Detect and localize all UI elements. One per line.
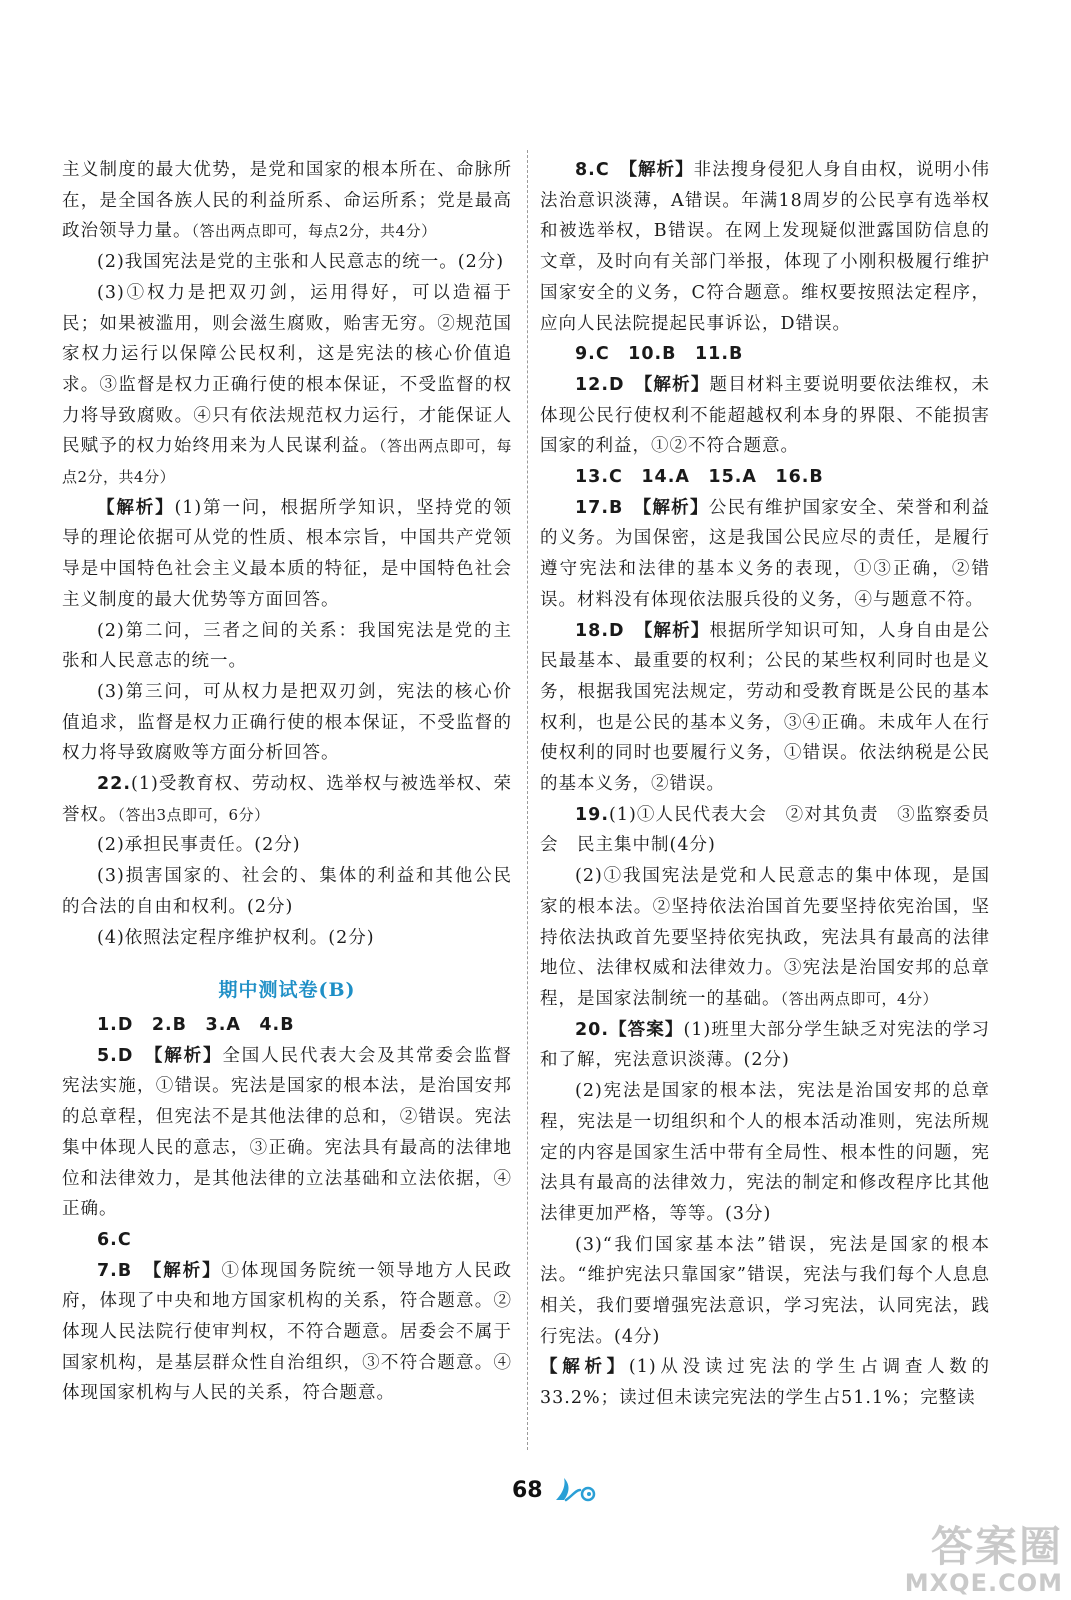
analysis-tag: 【解析】: [643, 620, 710, 641]
column-divider: [527, 150, 528, 1450]
section-title: 期中测试卷(B): [218, 979, 356, 1002]
paragraph: (2)宪法是国家的根本法，宪法是治国安邦的总章程，宪法是一切组织和个人的根本活动准则，宪法所规定的内容是国家生活中带有全局性、根本性的问题，宪法具有最高的法律效力，宪法的制定和修改程序比其他法律更加严格，等等。(3分): [540, 1081, 990, 1224]
answer-row: 6.C: [97, 1229, 132, 1250]
paragraph: (4)依照法定程序维护权利。(2分): [97, 927, 375, 948]
analysis-tag: 【解析】: [628, 160, 694, 180]
question-number: 8.C: [575, 160, 610, 180]
decorative-swirl-logo-icon: [552, 1474, 602, 1508]
paragraph: (3)损害国家的、社会的、集体的利益和其他公民的合法的自由和权利。(2分): [62, 866, 512, 917]
question-number: 5.D: [97, 1045, 134, 1066]
paragraph: 7.B 【解析】①体现国务院统一领导地方人民政府，体现了中央和地方国家机构的关系，符合题意。②体现人民法院行使审判权，不符合题意。居委会不属于国家机构，是基层群众性自治组织，③不符合题意。④体现国家机构与人民的关系，符合题意。: [62, 1260, 513, 1404]
paragraph: 【解析】(1)从没读过宪法的学生占调查人数的33.2%；读过但未读完宪法的学生占51.1%；完整读: [540, 1357, 990, 1409]
paragraph: 8.C 【解析】非法搜身侵犯人身自由权，说明小伟法治意识淡薄，A错误。年满18周岁的公民享有选举权和被选举权，B错误。在网上发现疑似泄露国防信息的文章，及时向有关部门举报，体现了小刚积极履行维护国家安全的义务，C符合题意。维权要按照法定程序，应向人民法院提起民事诉讼，D错误。: [540, 160, 991, 334]
answer-tag: 【答案】: [609, 1019, 684, 1040]
paragraph: 19.(1)①人民代表大会 ②对其负责 ③监察委员会 民主集中制(4分): [540, 804, 990, 856]
right-column: [540, 155, 990, 1414]
paragraph: 12.D 【解析】题目材料主要说明要依法维权，未体现公民行使权利不能超越权利本身的界限、不能损害国家的利益，①②不符合题意。: [540, 374, 990, 457]
paragraph: (2)第二问，三者之间的关系：我国宪法是党的主张和人民意志的统一。: [62, 620, 512, 672]
question-number: 7.B: [97, 1260, 133, 1281]
paragraph: 18.D 【解析】根据所学知识可知，人身自由是公民最基本、最重要的权利；公民的某些权利同时也是义务，根据我国宪法规定，劳动和受教育既是公民的基本权利，也是公民的基本义务，③④正确。未成年人在行使权利的同时也要履行义务，①错误。依法纳税是公民的基本义务，②错误。: [540, 620, 990, 795]
question-number: 19.: [575, 804, 610, 825]
paragraph: (3)第三问，可从权力是把双刃剑，宪法的核心价值追求，监督是权力正确行使的根本保证，不受监督的权力将导致腐败等方面分析回答。: [62, 681, 512, 764]
paragraph: 20.【答案】(1)班里大部分学生缺乏对宪法的学习和了解，宪法意识淡薄。(2分): [540, 1019, 990, 1071]
analysis-tag: 【解析】: [540, 1357, 629, 1378]
left-column: [62, 155, 512, 1409]
paragraph: (3)①权力是把双刃剑，运用得好，可以造福于民；如果被滥用，则会滋生腐败，贻害无穷。②规范国家权力运行以保障公民权利，这是宪法的核心价值追求。③监督是权力正确行使的根本保证，不受监督的权力将导致腐败。④只有依法规范权力运行，才能保证人民赋予的权力始终用来为人民谋利益。（答出两点即可，每点2分，共4分）: [62, 282, 512, 487]
analysis-tag: 【解析】: [97, 497, 175, 518]
paragraph: (3)“我们国家基本法”错误，宪法是国家的根本法。“维护宪法只靠国家”错误，宪法与我们每个人息息相关，我们要增强宪法意识，学习宪法，认同宪法，践行宪法。(4分): [540, 1234, 990, 1347]
page-number: 68: [512, 1478, 543, 1503]
watermark: [905, 1524, 1063, 1596]
paragraph: (2)我国宪法是党的主张和人民意志的统一。(2分): [97, 252, 505, 273]
analysis-tag: 【解析】: [642, 497, 709, 518]
paragraph: 主义制度的最大优势，是党和国家的根本所在、命脉所在，是全国各族人民的利益所系、命运所系；党是最高政治领导力量。（答出两点即可，每点2分，共4分）: [62, 160, 512, 242]
answer-row: 9.C 10.B 11.B: [575, 344, 744, 365]
paragraph: 17.B 【解析】公民有维护国家安全、荣誉和利益的义务。为国保密，这是我国公民应尽的责任，是履行遵守宪法和法律的基本义务的表现，①③正确，②错误。材料没有体现依法服兵役的义务，④与题意不符。: [540, 497, 991, 610]
paragraph: 22.(1)受教育权、劳动权、选举权与被选举权、荣誉权。（答出3点即可，6分）: [62, 774, 512, 825]
question-number: 17.B: [575, 497, 624, 518]
analysis-tag: 【解析】: [643, 374, 710, 395]
question-number: 18.D: [575, 620, 625, 641]
analysis-tag: 【解析】: [152, 1260, 222, 1281]
question-number: 20.: [575, 1019, 610, 1040]
question-number: 12.D: [575, 374, 625, 395]
paragraph: 【解析】(1)第一问，根据所学知识，坚持党的领导的理论依据可从党的性质、根本宗旨，中国共产党领导是中国特色社会主义最本质的特征，是中国特色社会主义制度的最大优势等方面回答。: [62, 497, 513, 610]
watermark-chinese: 答案圈: [930, 1522, 1063, 1571]
question-number: 22.: [97, 774, 132, 795]
paragraph: (2)承担民事责任。(2分): [97, 835, 301, 856]
answer-row: 13.C 14.A 15.A 16.B: [575, 467, 824, 488]
analysis-tag: 【解析】: [153, 1045, 223, 1066]
paragraph: 5.D 【解析】全国人民代表大会及其常委会监督宪法实施，①错误。宪法是国家的根本法，是治国安邦的总章程，但宪法不是其他法律的总和，②错误。宪法集中体现人民的意志，③正确。宪法具有最高的法律地位和法律效力，是其他法律的立法基础和立法依据，④正确。: [62, 1045, 513, 1220]
answer-row: 1.D 2.B 3.A 4.B: [97, 1014, 295, 1035]
paragraph: (2)①我国宪法是党和人民意志的集中体现，是国家的根本法。②坚持依法治国首先要坚持依宪治国，坚持依法执政首先要坚持依宪执政，宪法具有最高的法律地位、法律权威和法律效力。③宪法是治国安邦的总章程，是国家法制统一的基础。（答出两点即可，4分）: [540, 866, 990, 1009]
watermark-url: MXQE.COM: [904, 1569, 1063, 1597]
